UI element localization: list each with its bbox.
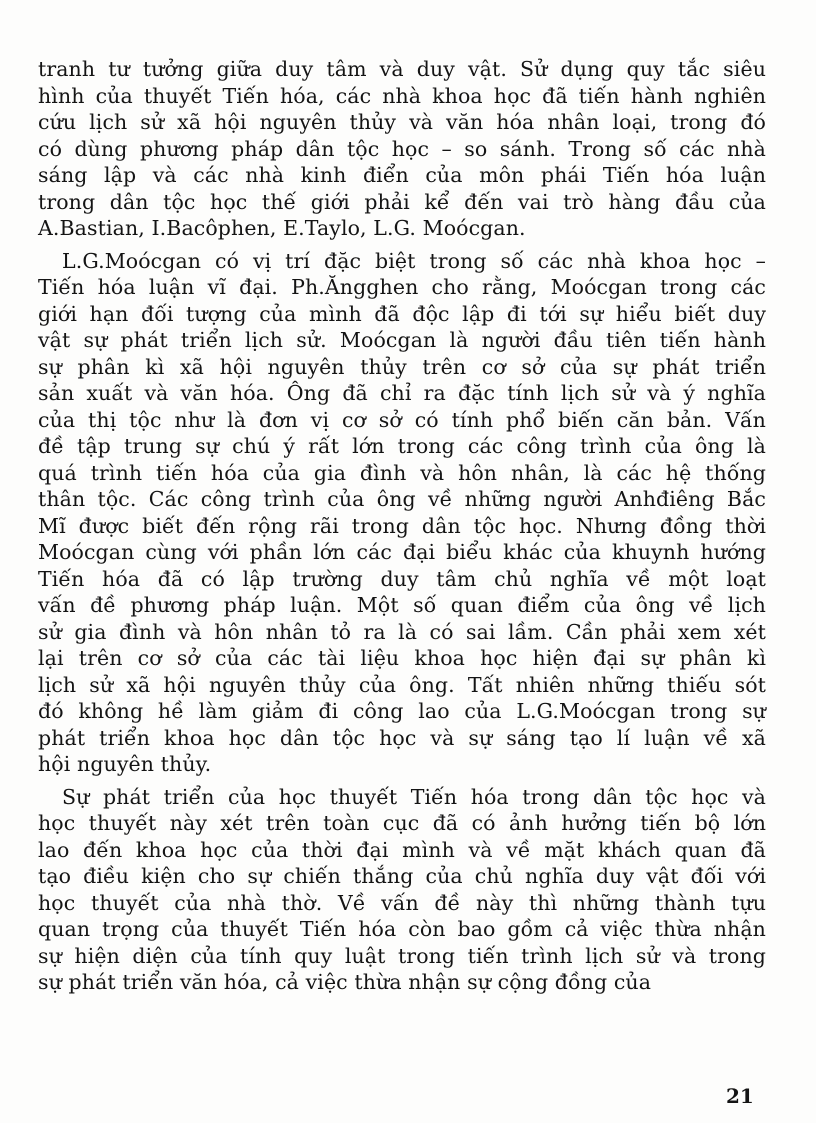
- text-line: thân tộc. Các công trình của ông về những người Anhđiêng Bắc: [38, 487, 766, 511]
- text-line: quá trình tiến hóa của gia đình và hôn nhân, là các hệ thống: [38, 460, 766, 485]
- text-line: cứu lịch sử xã hội nguyên thủy và văn hóa nhân loại, trong đó: [38, 110, 766, 134]
- text-line: phát triển khoa học dân tộc học và sự sáng tạo lí luận về xã: [38, 725, 766, 750]
- text-line: sự phát triển văn hóa, cả việc thừa nhận sự cộng đồng của: [38, 970, 652, 994]
- text-line: Tiến hóa luận vĩ đại. Ph.Ăngghen cho rằng, Moócgan trong các: [38, 275, 766, 299]
- paragraph: [38, 248, 766, 778]
- text-line: Sự phát triển của học thuyết Tiến hóa trong dân tộc học và: [62, 784, 766, 809]
- text-line: hội nguyên thủy.: [38, 752, 212, 776]
- text-line: lịch sử xã hội nguyên thủy của ông. Tất nhiên những thiếu sót: [38, 672, 766, 697]
- text-line: của thị tộc như là đơn vị cơ sở có tính phổ biến căn bản. Vấn: [38, 407, 766, 432]
- text-line: có dùng phương pháp dân tộc học – so sánh. Trong số các nhà: [38, 136, 766, 161]
- text-line: giới hạn đối tượng của mình đã độc lập đi tới sự hiểu biết duy: [38, 301, 766, 326]
- text-line: tranh tư tưởng giữa duy tâm và duy vật. Sử dụng quy tắc siêu: [38, 57, 766, 81]
- text-line: sản xuất và văn hóa. Ông đã chỉ ra đặc tính lịch sử và ý nghĩa: [38, 381, 766, 405]
- paragraph: [38, 56, 766, 242]
- text-line: lao đến khoa học của thời đại mình và về mặt khách quan đã: [38, 837, 766, 862]
- text-line: quan trọng của thuyết Tiến hóa còn bao gồm cả việc thừa nhận: [38, 917, 766, 941]
- text-line: học thuyết này xét trên toàn cục đã có ảnh hưởng tiến bộ lớn: [38, 811, 766, 835]
- text-line: đề tập trung sự chú ý rất lớn trong các công trình của ông là: [38, 434, 766, 458]
- text-line: L.G.Moócgan có vị trí đặc biệt trong số các nhà khoa học –: [62, 248, 766, 273]
- text-line: đó không hề làm giảm đi công lao của L.G.Moócgan trong sự: [38, 699, 766, 723]
- text-line: tạo điều kiện cho sự chiến thắng của chủ nghĩa duy vật đối với: [38, 864, 766, 888]
- text-line: Mĩ được biết đến rộng rãi trong dân tộc học. Nhưng đồng thời: [38, 513, 766, 538]
- text-line: sự hiện diện của tính quy luật trong tiến trình lịch sử và trong: [38, 943, 766, 968]
- paragraph: [38, 784, 766, 996]
- text-line: sự phân kì xã hội nguyên thủy trên cơ sở của sự phát triển: [38, 354, 766, 379]
- text-line: Tiến hóa đã có lập trường duy tâm chủ nghĩa về một loạt: [38, 566, 766, 591]
- text-line: A.Bastian, I.Bacôphen, E.Taylo, L.G. Moócgan.: [38, 216, 526, 240]
- text-line: trong dân tộc học thế giới phải kể đến vai trò hàng đầu của: [38, 189, 766, 214]
- text-line: Moócgan cùng với phần lớn các đại biểu khác của khuynh hướng: [38, 540, 766, 564]
- text-line: vấn đề phương pháp luận. Một số quan điểm của ông về lịch: [38, 593, 766, 617]
- text-line: vật sự phát triển lịch sử. Moócgan là người đầu tiên tiến hành: [38, 328, 766, 352]
- page-number: 21: [726, 1084, 754, 1108]
- text-line: sử gia đình và hôn nhân tỏ ra là có sai lầm. Cần phải xem xét: [38, 619, 766, 644]
- text-line: hình của thuyết Tiến hóa, các nhà khoa học đã tiến hành nghiên: [38, 83, 766, 108]
- text-line: lại trên cơ sở của các tài liệu khoa học hiện đại sự phân kì: [38, 646, 766, 670]
- text-line: học thuyết của nhà thờ. Về vấn đề này thì những thành tựu: [38, 890, 766, 915]
- text-line: sáng lập và các nhà kinh điển của môn phái Tiến hóa luận: [38, 163, 766, 187]
- body-text: [38, 56, 766, 996]
